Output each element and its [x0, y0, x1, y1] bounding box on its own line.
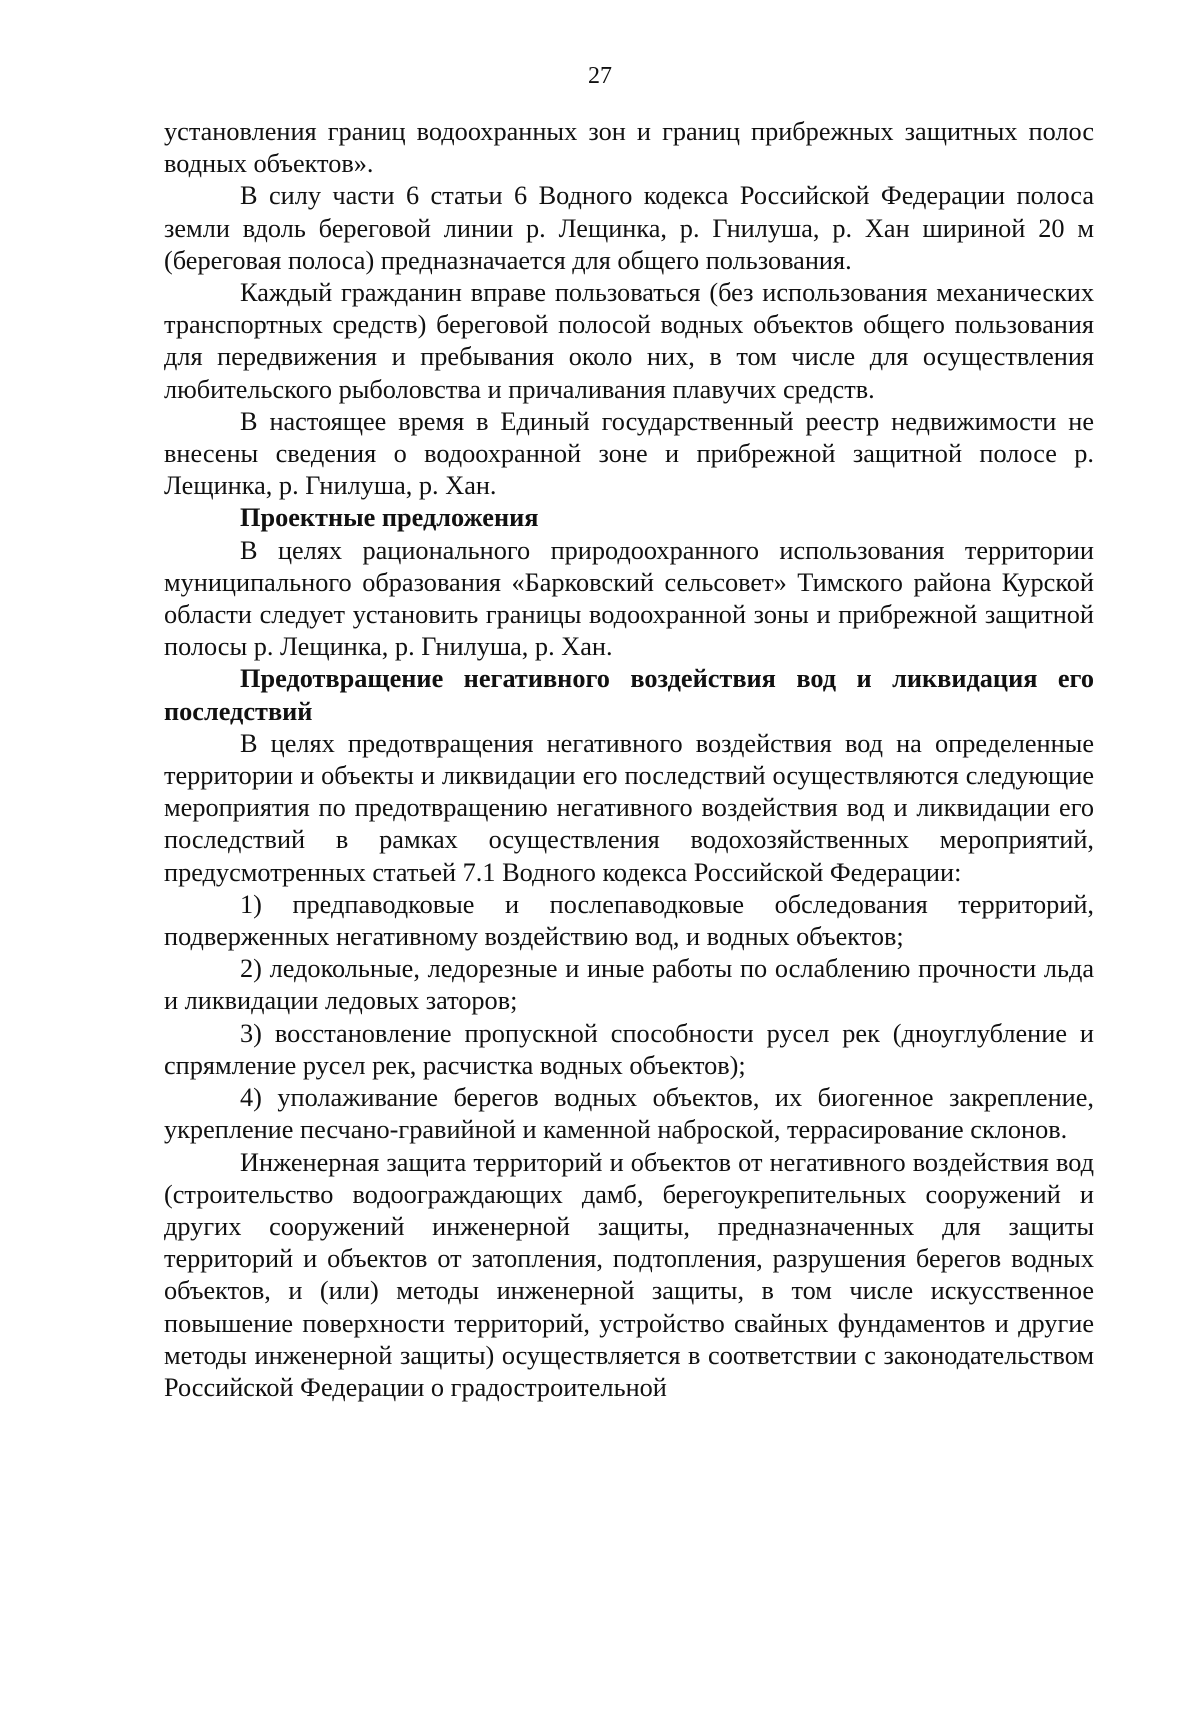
paragraph-citizen-rights: Каждый гражданин вправе пользоваться (без использования механических транспортных средств) береговой полосой водных объектов общего пользования для передвижения и пребывания около них, в том числе для осуществления любительского рыболовства и причаливания плавучих средств.: [164, 278, 1094, 404]
list-item-4: 4) уполаживание берегов водных объектов, их биогенное закрепление, укрепление песчано-гравийной и каменной наброской, террасирование склонов.: [164, 1083, 1094, 1145]
list-item-3: 3) восстановление пропускной способности русел рек (дноуглубление и спрямление русел рек, расчистка водных объектов);: [164, 1018, 1094, 1080]
paragraph-registry: В настоящее время в Единый государственный реестр недвижимости не внесены сведения о водоохранной зоне и прибрежной защитной полосе р. Лещинка, р. Гнилуша, р. Хан.: [164, 406, 1094, 501]
paragraph-continuation: установления границ водоохранных зон и границ прибрежных защитных полос водных объектов».: [164, 117, 1094, 179]
list-item-2: 2) ледокольные, ледорезные и иные работы по ослаблению прочности льда и ликвидации ледовых заторов;: [164, 954, 1094, 1016]
paragraph-coastal-strip: В силу части 6 статьи 6 Водного кодекса Российской Федерации полоса земли вдоль береговой линии р. Лещинка, р. Гнилуша, р. Хан шириной 20 м (береговая полоса) предназначается для общего пользования.: [164, 181, 1094, 275]
paragraph-engineering-protection: Инженерная защита территорий и объектов от негативного воздействия вод (строительство водоограждающих дамб, берегоукрепительных сооружений и других сооружений инженерной защиты, предназначенных для защиты территорий и объектов от затопления, подтопления, разрушения берегов водных объектов, и (или) методы инженерной защиты, в том числе искусственное повышение поверхности территорий, устройство свайных фундаментов и другие методы инженерной защиты) осуществляется в соответствии с законодательством Российской Федерации о градостроительной: [164, 1147, 1094, 1402]
list-item-1: 1) предпаводковые и послепаводковые обследования территорий, подверженных негативному воздействию вод, и водных объектов;: [164, 889, 1094, 952]
heading-project-proposals: Проектные предложения: [240, 503, 539, 533]
document-body: [164, 116, 1094, 1404]
page-number: 27: [588, 63, 612, 89]
heading-prevention: Предотвращение негативного воздействия вод и ликвидация его последствий: [164, 664, 1094, 726]
paragraph-prevention-intro: В целях предотвращения негативного воздействия вод на определенные территории и объекты и ликвидации его последствий осуществляются следующие мероприятия по предотвращению негативного воздействия вод и ликвидации его последствий в рамках осуществления водохозяйственных мероприятий, предусмотренных статьей 7.1 Водного кодекса Российской Федерации:: [164, 728, 1094, 887]
paragraph-proposal: В целях рационального природоохранного использования территории муниципального образования «Барковский сельсовет» Тимского района Курской области следует установить границы водоохранной зоны и прибрежной защитной полосы р. Лещинка, р. Гнилуша, р. Хан.: [164, 535, 1094, 662]
